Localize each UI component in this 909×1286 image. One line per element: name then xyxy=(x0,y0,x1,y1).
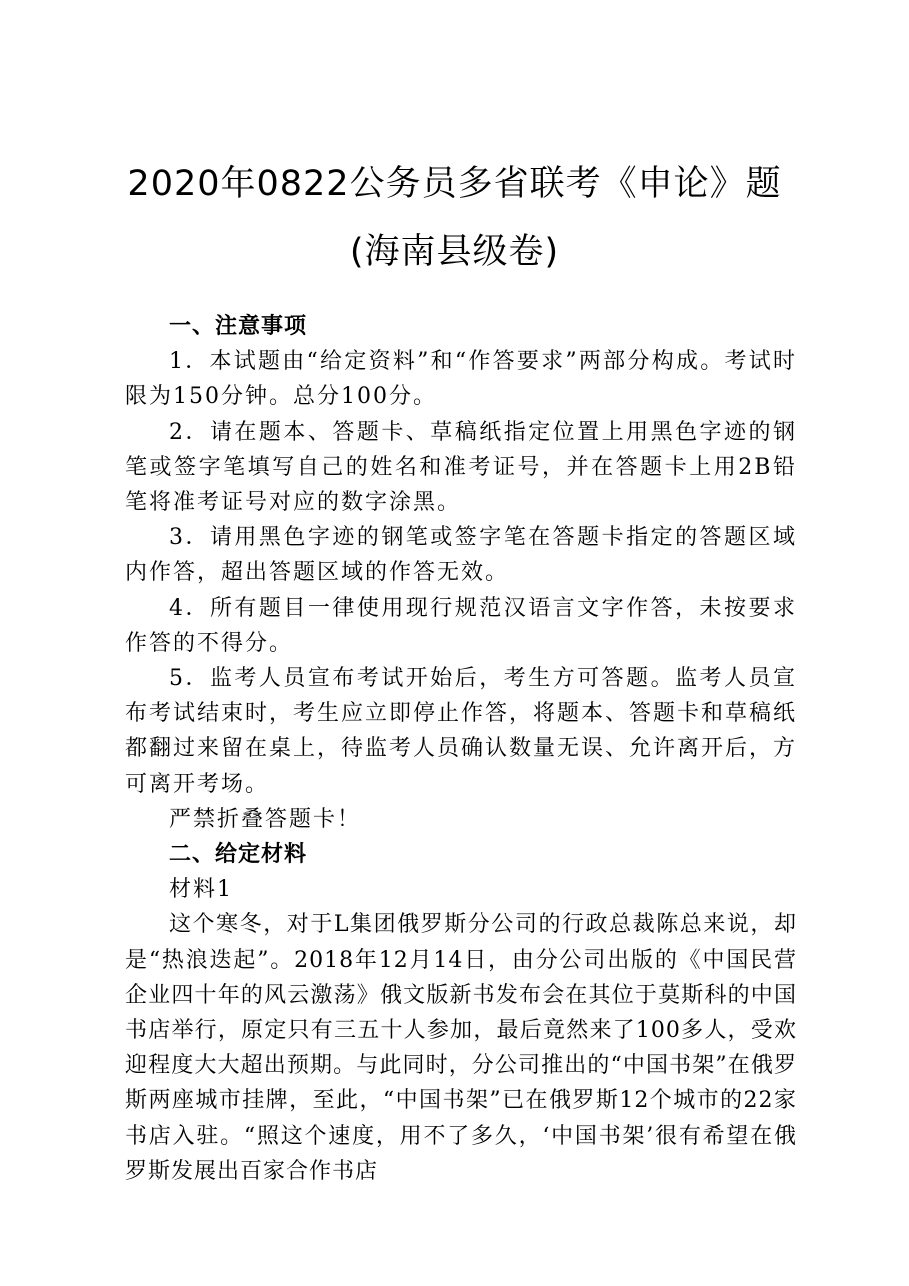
note-item: 5．监考人员宣布考试开始后，考生方可答题。监考人员宣布考试结束时，考生应立即停止作答，将题本、答题卡和草稿纸都翻过来留在桌上，待监考人员确认数量无误、允许离开后，方可离开考场。 xyxy=(125,666,798,797)
note-item: 4．所有题目一律使用现行规范汉语言文字作答，未按要求作答的不得分。 xyxy=(125,595,797,656)
section-heading-materials: 二、给定材料 xyxy=(169,842,308,868)
document-body xyxy=(125,309,797,1189)
section-heading-notes: 一、注意事项 xyxy=(169,314,308,339)
note-item: 2．请在题本、答题卡、草稿纸指定位置上用黑色字迹的钢笔或签字笔填写自己的姓名和准考证号，并在答题卡上用2B铅笔将准考证号对应的数字涂黑。 xyxy=(125,419,797,516)
document-subtitle: (海南县级卷) xyxy=(349,232,560,272)
note-item: 3．请用黑色字迹的钢笔或签字笔在答题卡指定的答题区域内作答，超出答题区域的作答无效。 xyxy=(125,525,797,586)
note-item: 1．本试题由“给定资料”和“作答要求”两部分构成。考试时限为150分钟。总分100分。 xyxy=(125,349,797,410)
document-title: 2020年0822公务员多省联考《申论》题 xyxy=(127,164,782,204)
material-paragraph: 这个寒冬，对于L集团俄罗斯分公司的行政总裁陈总来说，却是“热浪迭起”。2018年12月14日，由分公司出版的《中国民营企业四十年的风云激荡》俄文版新书发布会在其位于莫斯科的中国书店举行，原定只有三五十人参加，最后竟然来了100多人，受欢迎程度大大超出预期。与此同时，分公司推出的“中国书架”在俄罗斯两座城市挂牌，至此，“中国书架”已在俄罗斯12个城市的22家书店入驻。“照这个速度，用不了多久，‘中国书架’很有希望在俄罗斯发展出百家合作书店 xyxy=(125,912,797,1184)
warning-text: 严禁折叠答题卡！ xyxy=(169,806,362,832)
material-label: 材料1 xyxy=(169,877,233,903)
